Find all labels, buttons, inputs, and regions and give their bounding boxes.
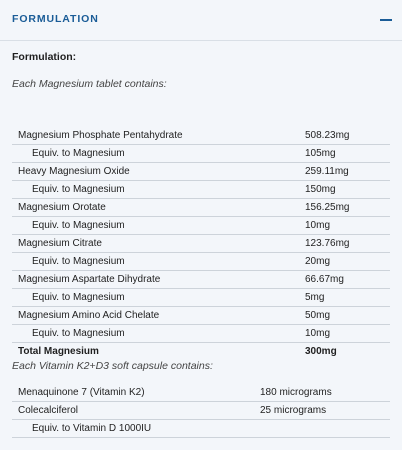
section-title: FORMULATION [12, 13, 99, 25]
total-row [12, 343, 390, 361]
table-row [12, 271, 390, 289]
accordion-header[interactable] [0, 0, 402, 41]
ingredient-amount: 20mg [305, 253, 390, 271]
ingredient-amount: 10mg [305, 325, 390, 343]
ingredient-name: Magnesium Citrate [12, 235, 305, 253]
ingredient-name: Equiv. to Magnesium [12, 289, 305, 307]
table-row [12, 181, 390, 199]
table-row [12, 145, 390, 163]
ingredient-amount: 5mg [305, 289, 390, 307]
content [12, 51, 390, 91]
ingredient-amount: 259.11mg [305, 163, 390, 181]
ingredient-amount: 156.25mg [305, 199, 390, 217]
k2d3-table [12, 384, 390, 438]
ingredient-amount: 66.67mg [305, 271, 390, 289]
ingredient-amount: 25 micrograms [260, 402, 390, 420]
ingredient-name: Magnesium Aspartate Dihydrate [12, 271, 305, 289]
ingredient-amount: 508.23mg [305, 127, 390, 145]
table-row [12, 127, 390, 145]
ingredient-name: Equiv. to Magnesium [12, 181, 305, 199]
ingredient-amount: 180 micrograms [260, 384, 390, 402]
ingredient-name: Colecalciferol [12, 402, 260, 420]
ingredient-name: Equiv. to Magnesium [12, 145, 305, 163]
table-row [12, 253, 390, 271]
table-row [12, 163, 390, 181]
ingredient-name: Equiv. to Vitamin D 1000IU [12, 420, 260, 438]
table-row [12, 325, 390, 343]
table-row [12, 217, 390, 235]
formulation-label: Formulation: [12, 51, 77, 63]
ingredient-amount: 10mg [305, 217, 390, 235]
total-amount: 300mg [305, 346, 337, 357]
table-row [12, 384, 390, 402]
ingredient-name: Heavy Magnesium Oxide [12, 163, 305, 181]
total-label: Total Magnesium [18, 346, 99, 357]
magnesium-intro: Each Magnesium tablet contains: [12, 78, 167, 90]
ingredient-amount: 50mg [305, 307, 390, 325]
minus-icon[interactable] [380, 14, 392, 26]
ingredient-name: Magnesium Amino Acid Chelate [12, 307, 305, 325]
ingredient-name: Magnesium Orotate [12, 199, 305, 217]
ingredient-name: Equiv. to Magnesium [12, 217, 305, 235]
ingredient-amount: 105mg [305, 145, 390, 163]
ingredient-amount [260, 420, 390, 438]
ingredient-amount: 150mg [305, 181, 390, 199]
table-row [12, 235, 390, 253]
k2d3-intro: Each Vitamin K2+D3 soft capsule contains: [12, 360, 213, 372]
table-row [12, 420, 390, 438]
ingredient-name: Equiv. to Magnesium [12, 253, 305, 271]
ingredient-name: Equiv. to Magnesium [12, 325, 305, 343]
ingredient-name: Menaquinone 7 (Vitamin K2) [12, 384, 260, 402]
table-row [12, 307, 390, 325]
ingredient-amount: 123.76mg [305, 235, 390, 253]
ingredient-name: Magnesium Phosphate Pentahydrate [12, 127, 305, 145]
table-row [12, 289, 390, 307]
magnesium-table [12, 127, 390, 360]
table-row [12, 199, 390, 217]
table-row [12, 402, 390, 420]
